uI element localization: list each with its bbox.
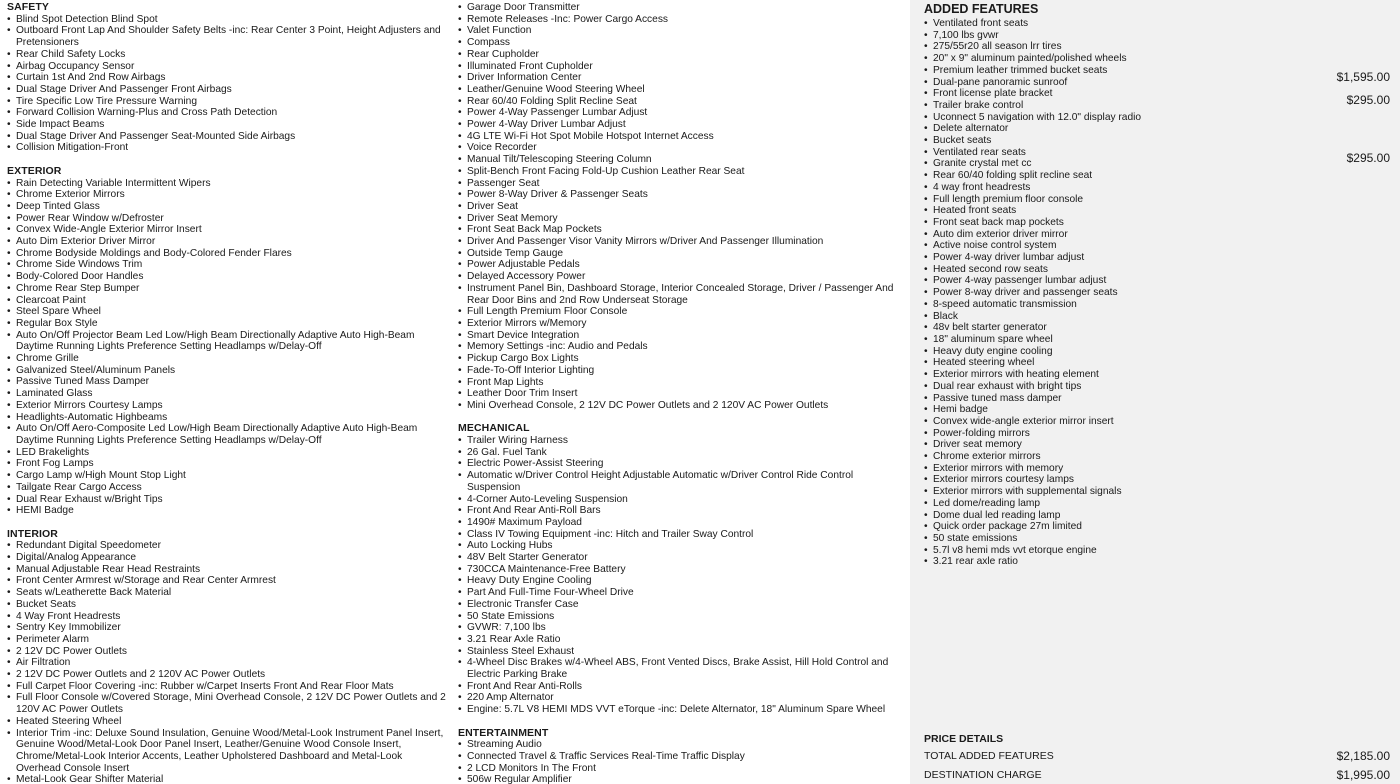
features-column-left [7,0,447,784]
feature-item: • Power Rear Window w/Defroster [7,213,447,225]
feature-item: • Regular Box Style [7,318,447,330]
added-features-title: ADDED FEATURES [924,2,1039,16]
added-feature-label: Black [933,310,958,322]
added-feature-item [924,123,1390,135]
added-feature-label: Bucket seats [933,135,992,147]
feature-item: • Pickup Cargo Box Lights [458,353,903,365]
feature-item: • Rain Detecting Variable Intermittent Wipers [7,178,447,190]
added-feature-item [924,556,1390,568]
feature-item: • Convex Wide-Angle Exterior Mirror Insert [7,224,447,236]
feature-item: • Exterior Mirrors Courtesy Lamps [7,400,447,412]
feature-item: • Driver Information Center [458,72,903,84]
added-feature-item [924,498,1390,510]
added-feature-item [924,170,1390,182]
added-feature-item [924,135,1390,147]
feature-item: • Dual Stage Driver And Passenger Seat-Mounted Side Airbags [7,131,447,143]
feature-item: • Outside Temp Gauge [458,248,903,260]
feature-list [7,14,447,154]
added-feature-item [924,240,1390,252]
price-details [924,733,1390,783]
added-feature-label: Exterior mirrors with heating element [933,369,1099,381]
added-feature-item [924,510,1390,522]
added-feature-item [924,322,1390,334]
feature-item: • Perimeter Alarm [7,634,447,646]
added-feature-label: Granite crystal met cc [933,158,1032,170]
feature-list [458,739,903,784]
added-feature-label: Front license plate bracket [933,88,1053,100]
added-feature-item [924,112,1390,124]
feature-item: • Curtain 1st And 2nd Row Airbags [7,72,447,84]
added-feature-price: $295.00 [1346,92,1390,107]
added-feature-item [924,147,1390,159]
feature-item: • Laminated Glass [7,388,447,400]
feature-section [7,166,447,517]
feature-item: • Illuminated Front Cupholder [458,61,903,73]
feature-item: • Full Floor Console w/Covered Storage, Mini Overhead Console, 2 12V DC Power Outlets and 2 120V AC Power Outlets [7,692,447,715]
added-feature-item [924,439,1390,451]
feature-item: • Rear Cupholder [458,49,903,61]
feature-list [7,178,447,517]
feature-section [458,2,903,412]
feature-item: • Galvanized Steel/Aluminum Panels [7,365,447,377]
feature-item: • GVWR: 7,100 lbs [458,622,903,634]
added-feature-label: Delete alternator [933,123,1009,135]
feature-item: • Body-Colored Door Handles [7,271,447,283]
added-feature-label: Heated second row seats [933,263,1048,275]
added-feature-item [924,428,1390,440]
feature-item: • Power 4-Way Driver Lumbar Adjust [458,119,903,131]
section-title: SAFETY [7,1,50,13]
feature-item: • Power 4-Way Passenger Lumbar Adjust [458,107,903,119]
feature-item: • Steel Spare Wheel [7,306,447,318]
feature-item: • Leather/Genuine Wood Steering Wheel [458,84,903,96]
features-column-middle [458,0,903,784]
feature-item: • Valet Function [458,25,903,37]
section-title: EXTERIOR [7,164,62,177]
feature-item: • Driver Seat [458,201,903,213]
added-feature-label: Uconnect 5 navigation with 12.0" display radio [933,111,1142,123]
added-feature-item [924,287,1390,299]
price-details-title: PRICE DETAILS [924,733,1004,745]
feature-item: • Heated Steering Wheel [7,716,447,728]
added-feature-label: 18" aluminum spare wheel [933,333,1053,345]
feature-item: • Engine: 5.7L V8 HEMI MDS VVT eTorque -inc: Delete Alternator, 18" Aluminum Spare Wheel [458,704,903,716]
added-feature-label: Ventilated front seats [933,18,1029,29]
added-feature-label: Dual-pane panoramic sunroof [933,76,1068,88]
added-feature-label: Rear 60/40 folding split recline seat [933,170,1093,182]
added-feature-item [924,474,1390,486]
added-feature-item [924,404,1390,416]
feature-item: • Airbag Occupancy Sensor [7,61,447,73]
feature-item: • Full Length Premium Floor Console [458,306,903,318]
feature-item: • Part And Full-Time Four-Wheel Drive [458,587,903,599]
feature-item: • Auto On/Off Aero-Composite Led Low/High Beam Directionally Adaptive Auto High-Beam Daytime Running Lights Preference Setting Headlamps w/Delay-Off [7,423,447,446]
feature-item: • Manual Tilt/Telescoping Steering Column [458,154,903,166]
feature-item: • Front Map Lights [458,377,903,389]
added-feature-label: 7,100 lbs gvwr [933,29,999,41]
added-feature-item [924,299,1390,311]
feature-item: • Bucket Seats [7,599,447,611]
added-feature-label: Exterior mirrors courtesy lamps [933,474,1074,486]
feature-item: • Dual Rear Exhaust w/Bright Tips [7,494,447,506]
added-feature-label: 50 state emissions [933,532,1018,544]
feature-item: • Driver Seat Memory [458,213,903,225]
added-feature-label: 48v belt starter generator [933,322,1047,334]
added-feature-item [924,30,1390,42]
added-feature-label: Dual rear exhaust with bright tips [933,380,1082,392]
feature-item: • 506w Regular Amplifier [458,774,903,784]
added-feature-label: Ventilated rear seats [933,146,1026,158]
added-feature-price: $295.00 [1346,151,1390,166]
feature-item: • Automatic w/Driver Control Height Adjustable Automatic w/Driver Control Ride Control Suspension [458,470,903,493]
feature-item: • Auto On/Off Projector Beam Led Low/High Beam Directionally Adaptive Auto High-Beam Daytime Running Lights Preference Setting Headlamps w/Delay-Off [7,330,447,353]
added-features-list [924,18,1390,568]
added-feature-item [924,182,1390,194]
feature-item: • Memory Settings -inc: Audio and Pedals [458,341,903,353]
added-feature-label: 275/55r20 all season lrr tires [933,41,1062,53]
feature-item: • Chrome Side Windows Trim [7,259,447,271]
feature-section [7,529,447,784]
feature-item: • Front And Rear Anti-Rolls [458,681,903,693]
feature-list [7,540,447,784]
feature-item: • Remote Releases -Inc: Power Cargo Access [458,14,903,26]
feature-item: • Passive Tuned Mass Damper [7,376,447,388]
added-feature-label: Heated front seats [933,205,1017,217]
feature-item: • Interior Trim -inc: Deluxe Sound Insulation, Genuine Wood/Metal-Look Instrument Panel Insert, Genuine Wood/Metal-Look Door Panel Insert, Leather/Genuine Wood Console Insert, Chrome/Metal-Look Interior Accents, Leather Upholstered Dashboard and Metal-Look Overhead Console Insert [7,728,447,775]
added-feature-label: Auto dim exterior driver mirror [933,228,1068,240]
price-row-total-added [924,745,1390,764]
added-feature-price: $1,595.00 [1336,69,1390,84]
added-feature-label: Driver seat memory [933,439,1022,451]
price-label: TOTAL ADDED FEATURES [924,750,1054,762]
added-feature-label: Dome dual led reading lamp [933,509,1061,521]
added-feature-label: Hemi badge [933,404,988,416]
feature-item: • Power 8-Way Driver & Passenger Seats [458,189,903,201]
added-feature-item [924,393,1390,405]
feature-item: • 4G LTE Wi-Fi Hot Spot Mobile Hotspot Internet Access [458,131,903,143]
feature-item: • Forward Collision Warning-Plus and Cross Path Detection [7,107,447,119]
feature-list [458,2,903,412]
feature-item: • Full Carpet Floor Covering -inc: Rubber w/Carpet Inserts Front And Rear Floor Mats [7,681,447,693]
feature-item: • Power Adjustable Pedals [458,259,903,271]
feature-item: • Cargo Lamp w/High Mount Stop Light [7,470,447,482]
added-feature-item [924,65,1390,77]
feature-item: • Driver And Passenger Visor Vanity Mirrors w/Driver And Passenger Illumination [458,236,903,248]
feature-section [458,423,903,716]
added-feature-item [924,545,1390,557]
feature-item: • Front Seat Back Map Pockets [458,224,903,236]
added-feature-item [924,194,1390,206]
feature-item: • 220 Amp Alternator [458,692,903,704]
added-feature-label: Heavy duty engine cooling [933,345,1053,357]
feature-item: • Compass [458,37,903,49]
feature-item: • Blind Spot Detection Blind Spot [7,14,447,26]
feature-item: • 50 State Emissions [458,611,903,623]
feature-item: • Rear 60/40 Folding Split Recline Seat [458,96,903,108]
feature-item: • Trailer Wiring Harness [458,435,903,447]
added-feature-label: 20" x 9" aluminum painted/polished wheels [933,53,1127,65]
added-feature-label: Premium leather trimmed bucket seats [933,64,1108,76]
added-feature-label: Power 8-way driver and passenger seats [933,287,1118,299]
feature-item: • Chrome Exterior Mirrors [7,189,447,201]
feature-item: • Chrome Grille [7,353,447,365]
section-title: ENTERTAINMENT [458,726,549,739]
added-feature-label: Quick order package 27m limited [933,521,1082,533]
feature-item: • Split-Bench Front Facing Fold-Up Cushion Leather Rear Seat [458,166,903,178]
feature-list [458,435,903,716]
added-feature-item [924,53,1390,65]
added-feature-label: Power 4-way driver lumbar adjust [933,252,1085,264]
added-feature-label: Exterior mirrors with memory [933,462,1064,474]
feature-item: • 3.21 Rear Axle Ratio [458,634,903,646]
feature-item: • Streaming Audio [458,739,903,751]
feature-item: • Digital/Analog Appearance [7,552,447,564]
added-feature-item [924,521,1390,533]
feature-item: • 730CCA Maintenance-Free Battery [458,564,903,576]
added-feature-label: 4 way front headrests [933,181,1031,193]
feature-item: • Voice Recorder [458,142,903,154]
added-feature-item [924,264,1390,276]
feature-item: • Instrument Panel Bin, Dashboard Storage, Interior Concealed Storage, Driver / Passenger And Rear Door Bins and 2nd Row Underseat Storage [458,283,903,306]
feature-item: • 26 Gal. Fuel Tank [458,447,903,459]
feature-item: • Delayed Accessory Power [458,271,903,283]
feature-item: • Chrome Bodyside Moldings and Body-Colored Fender Flares [7,248,447,260]
price-value: $2,185.00 [1336,749,1390,763]
feature-item: • Rear Child Safety Locks [7,49,447,61]
feature-item: • Outboard Front Lap And Shoulder Safety Belts -inc: Rear Center 3 Point, Height Adjusters and Pretensioners [7,25,447,48]
added-feature-label: Front seat back map pockets [933,216,1064,228]
added-feature-label: Power 4-way passenger lumbar adjust [933,275,1107,287]
feature-section [7,2,447,154]
added-feature-label: 3.21 rear axle ratio [933,556,1018,568]
feature-item: • Front And Rear Anti-Roll Bars [458,505,903,517]
added-feature-item [924,463,1390,475]
feature-item: • Heavy Duty Engine Cooling [458,575,903,587]
feature-item: • Side Impact Beams [7,119,447,131]
feature-item: • Connected Travel & Traffic Services Real-Time Traffic Display [458,751,903,763]
added-feature-item [924,533,1390,545]
feature-item: • Sentry Key Immobilizer [7,622,447,634]
feature-item: • Seats w/Leatherette Back Material [7,587,447,599]
added-feature-item [924,357,1390,369]
feature-item: • Class IV Towing Equipment -inc: Hitch and Trailer Sway Control [458,529,903,541]
feature-item: • Collision Mitigation-Front [7,142,447,154]
feature-item: • LED Brakelights [7,447,447,459]
price-value: $1,995.00 [1336,768,1390,782]
feature-item: • 1490# Maximum Payload [458,517,903,529]
added-feature-item [924,451,1390,463]
feature-item: • Stainless Steel Exhaust [458,646,903,658]
feature-item: • Tire Specific Low Tire Pressure Warning [7,96,447,108]
added-feature-item [924,217,1390,229]
feature-item: • Mini Overhead Console, 2 12V DC Power Outlets and 2 120V AC Power Outlets [458,400,903,412]
section-title: MECHANICAL [458,422,530,435]
added-feature-item [924,416,1390,428]
feature-item: • Tailgate Rear Cargo Access [7,482,447,494]
feature-item: • Fade-To-Off Interior Lighting [458,365,903,377]
added-feature-item [924,88,1390,100]
added-feature-label: Power-folding mirrors [933,427,1030,439]
feature-item: • Headlights-Automatic Highbeams [7,412,447,424]
added-feature-label: Exterior mirrors with supplemental signals [933,486,1122,498]
added-feature-label: Led dome/reading lamp [933,497,1041,509]
feature-item: • 2 12V DC Power Outlets [7,646,447,658]
feature-item: • Passenger Seat [458,178,903,190]
added-feature-item [924,311,1390,323]
feature-item: • Air Filtration [7,657,447,669]
section-title: INTERIOR [7,527,58,540]
added-feature-item [924,275,1390,287]
feature-item: • 4-Wheel Disc Brakes w/4-Wheel ABS, Front Vented Discs, Brake Assist, Hill Hold Control and Electric Parking Brake [458,657,903,680]
added-feature-item [924,229,1390,241]
feature-item: • Front Center Armrest w/Storage and Rear Center Armrest [7,575,447,587]
added-feature-item [924,486,1390,498]
feature-item: • 48V Belt Starter Generator [458,552,903,564]
added-feature-label: Convex wide-angle exterior mirror insert [933,415,1114,427]
added-feature-label: Full length premium floor console [933,193,1084,205]
added-feature-item [924,252,1390,264]
feature-item: • 4 Way Front Headrests [7,611,447,623]
feature-item: • Electric Power-Assist Steering [458,458,903,470]
feature-item: • 2 LCD Monitors In The Front [458,763,903,775]
added-feature-label: Active noise control system [933,240,1057,252]
feature-item: • Garage Door Transmitter [458,2,903,14]
added-feature-label: Trailer brake control [933,99,1024,111]
feature-item: • Manual Adjustable Rear Head Restraints [7,564,447,576]
added-feature-item [924,369,1390,381]
feature-item: • 2 12V DC Power Outlets and 2 120V AC Power Outlets [7,669,447,681]
feature-section [458,728,903,784]
price-label: DESTINATION CHARGE [924,769,1042,781]
added-features-panel [910,0,1400,784]
feature-item: • Front Fog Lamps [7,458,447,470]
feature-item: • Exterior Mirrors w/Memory [458,318,903,330]
added-feature-label: Heated steering wheel [933,357,1035,369]
added-feature-item [924,41,1390,53]
added-feature-label: 5.7l v8 hemi mds vvt etorque engine [933,544,1097,556]
feature-item: • Auto Dim Exterior Driver Mirror [7,236,447,248]
added-feature-item [924,18,1390,30]
feature-item: • 4-Corner Auto-Leveling Suspension [458,494,903,506]
added-feature-label: 8-speed automatic transmission [933,298,1077,310]
feature-item: • Auto Locking Hubs [458,540,903,552]
feature-item: • HEMI Badge [7,505,447,517]
feature-item: • Dual Stage Driver And Passenger Front Airbags [7,84,447,96]
added-feature-item [924,334,1390,346]
feature-item: • Deep Tinted Glass [7,201,447,213]
feature-item: • Metal-Look Gear Shifter Material [7,774,447,784]
added-feature-label: Passive tuned mass damper [933,392,1062,404]
added-feature-label: Chrome exterior mirrors [933,451,1041,463]
price-row-destination [924,764,1390,783]
feature-item: • Redundant Digital Speedometer [7,540,447,552]
feature-item: • Electronic Transfer Case [458,599,903,611]
feature-item: • Leather Door Trim Insert [458,388,903,400]
feature-item: • Smart Device Integration [458,330,903,342]
added-feature-item [924,381,1390,393]
added-feature-item [924,205,1390,217]
added-feature-item [924,346,1390,358]
feature-item: • Clearcoat Paint [7,295,447,307]
feature-item: • Chrome Rear Step Bumper [7,283,447,295]
